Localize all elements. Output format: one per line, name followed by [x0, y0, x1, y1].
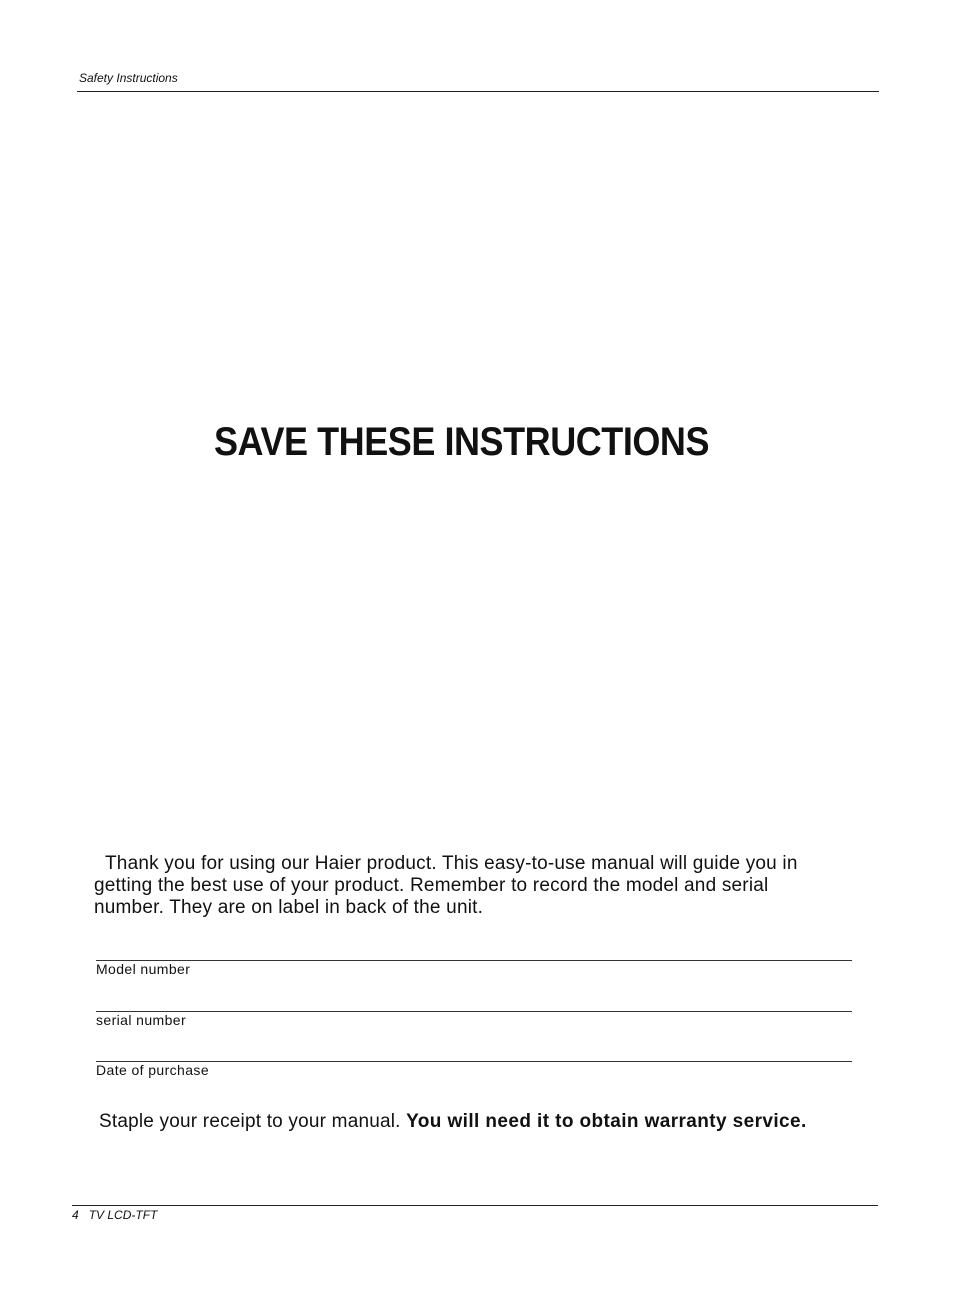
page-footer	[72, 1207, 157, 1223]
serial-number-label: serial number	[96, 1012, 187, 1028]
serial-number-field	[96, 1011, 852, 1028]
intro-line: number. They are on label in back of the unit.	[94, 897, 484, 918]
staple-receipt-note	[99, 1110, 807, 1134]
page-number: 4	[72, 1208, 79, 1222]
date-of-purchase-field	[96, 1061, 852, 1078]
warranty-emphasis: You will need it to obtain warranty service.	[406, 1111, 807, 1132]
page-title: SAVE THESE INSTRUCTIONS	[214, 420, 710, 464]
footer-product-name: TV LCD-TFT	[88, 1208, 158, 1222]
staple-note-text: Staple your receipt to your manual.	[99, 1111, 407, 1132]
running-header: Safety Instructions	[79, 71, 178, 85]
intro-paragraph	[94, 853, 864, 919]
date-of-purchase-label: Date of purchase	[96, 1062, 210, 1078]
model-number-field	[96, 960, 852, 977]
intro-line: Thank you for using our Haier product. This easy-to-use manual will guide you in	[105, 853, 798, 874]
intro-line: getting the best use of your product. Remember to record the model and serial	[94, 875, 769, 896]
header-rule	[77, 91, 879, 92]
footer-rule	[72, 1205, 878, 1206]
model-number-label: Model number	[96, 961, 191, 977]
